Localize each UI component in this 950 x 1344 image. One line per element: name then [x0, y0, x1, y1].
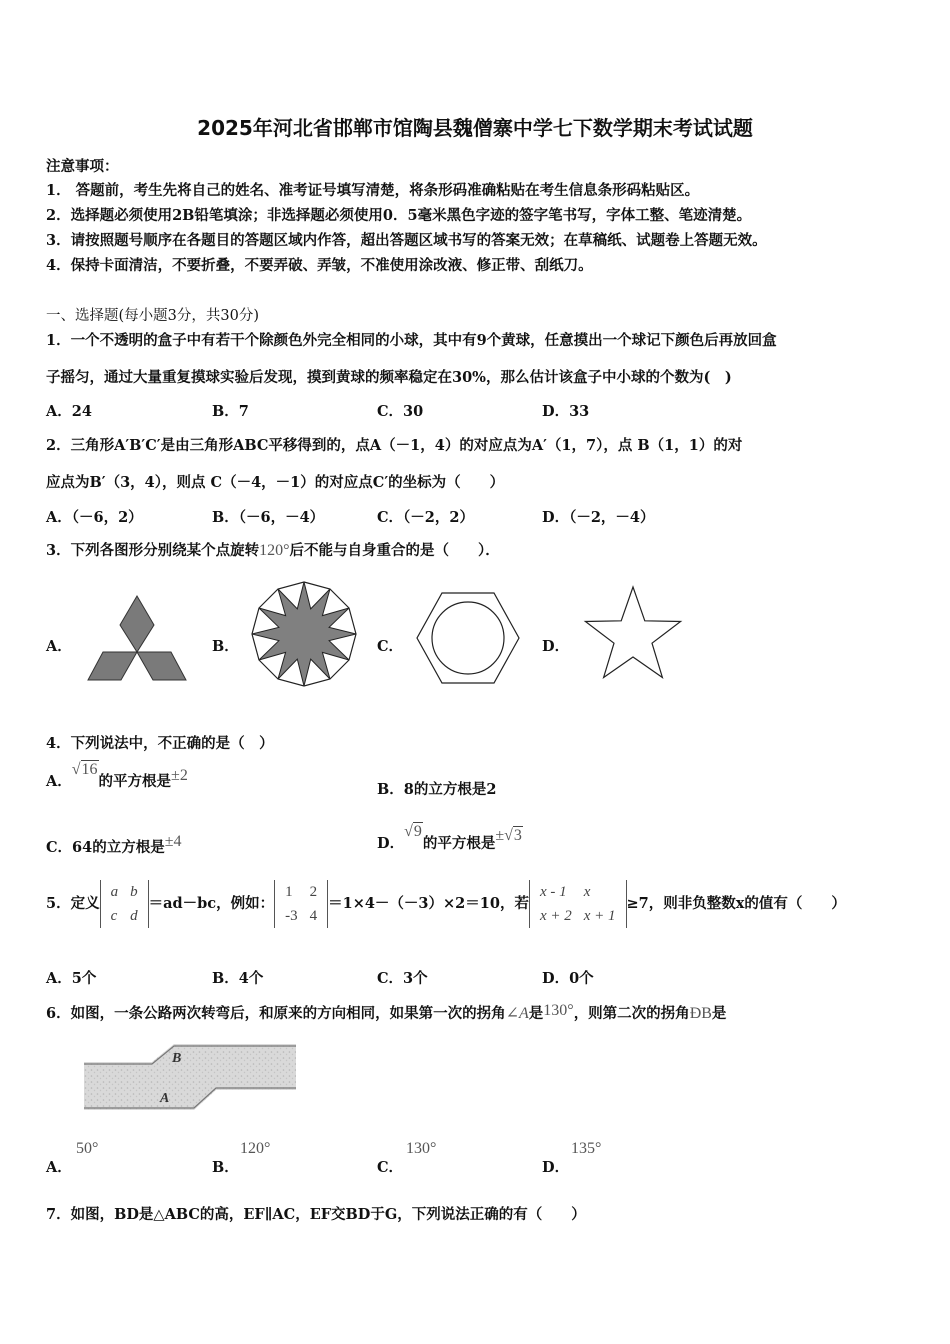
q5-example-determinant — [274, 880, 328, 928]
q5-def-determinant — [100, 880, 149, 928]
q5-example-eq: ＝1×4－（－3）×2＝10，若 — [328, 895, 529, 912]
section-heading: 一、选择题(每小题3分，共30分) — [46, 308, 259, 324]
q5-suffix: ≥7，则非负整数x的值有（ ） — [626, 895, 846, 912]
q4-d-radicand: 9 — [413, 823, 422, 840]
matrix-cell: x + 1 — [583, 908, 616, 924]
matrix-cell: x — [583, 884, 591, 900]
matrix-cell: 2 — [309, 884, 318, 900]
q5-def-eq: ＝ad－bc，例如： — [148, 895, 275, 912]
q6-option-b-value: 120° — [240, 1140, 271, 1157]
q5-option-b: B．4个 — [212, 970, 264, 987]
q3-label-b: B． — [212, 638, 239, 655]
q5-option-d: D．0个 — [542, 970, 594, 987]
q4-d-radicand2: 3 — [513, 827, 522, 844]
matrix-cell: x + 2 — [539, 908, 572, 924]
q3-label-a: A． — [46, 638, 72, 655]
q7-stem: 7．如图，BD是△ABC的高，EF∥AC，EF交BD于G，下列说法正确的有（ ） — [46, 1206, 586, 1223]
q3-text: 3．下列各图形分别绕某个点旋转 — [46, 542, 260, 559]
matrix-cell: 4 — [309, 908, 318, 924]
q6-text-after: ，则第二次的拐角 — [573, 1005, 690, 1022]
notice-heading: 注意事项： — [46, 158, 119, 175]
road-label-a: A — [160, 1091, 170, 1106]
matrix-cell: b — [130, 884, 138, 900]
notice-item: 4．保持卡面清洁，不要折叠，不要弄破、弄皱，不准使用涂改液、修正带、刮纸刀。 — [46, 257, 593, 274]
mitsubishi-figure — [86, 594, 188, 682]
q4-c-text: C．64的立方根是 — [46, 839, 165, 856]
q3-label-c: C． — [377, 638, 404, 655]
q3-angle: 120° — [259, 542, 290, 559]
q5-option-c: C．3个 — [377, 970, 428, 987]
q3-text-after: 后不能与自身重合的是（ ）． — [289, 542, 500, 559]
q2-option-b: B．（－6，－4） — [212, 509, 325, 526]
notice-item: 3．请按照题号顺序在各题目的答题区域内作答，超出答题区域书写的答案无效；在草稿纸、试题卷上答题无效。 — [46, 232, 767, 249]
matrix-cell: d — [130, 908, 138, 924]
matrix-cell: a — [110, 884, 119, 900]
notice-item: 1． 答题前，考生先将自己的姓名、准考证号填写清楚，将条形码准确粘贴在考生信息条形码粘贴区。 — [46, 182, 700, 199]
q4-option-b: B．8的立方根是2 — [377, 781, 497, 798]
matrix-cell: x - 1 — [539, 884, 567, 900]
q6-option-d-value: 135° — [571, 1140, 602, 1157]
q2-option-a: A．（－6，2） — [46, 509, 143, 526]
notice-item: 2．选择题必须使用2B铅笔填涂；非选择题必须使用0．5毫米黑色字迹的签字笔书写，字体工整、笔迹清楚。 — [46, 207, 752, 224]
q1-option-a: A．24 — [46, 403, 92, 420]
q6-angle-a: ∠A — [505, 1005, 529, 1022]
q6-option-c: C． — [377, 1159, 404, 1176]
q6-option-a: A． — [46, 1159, 72, 1176]
q3-label-d: D． — [542, 638, 570, 655]
q6-option-a-value: 50° — [76, 1140, 99, 1157]
q4-a-sqrt: √16 — [71, 761, 98, 778]
q4-a-value: ±2 — [171, 767, 188, 784]
q5-stem — [46, 880, 846, 928]
dodecagon-star-figure — [250, 580, 358, 688]
q1-line2: 子摇匀，通过大量重复摸球实验后发现，摸到黄球的频率稳定在30%，那么估计该盒子中小球的个数为( ) — [46, 369, 732, 386]
q5-condition-determinant — [529, 880, 627, 928]
matrix-cell: c — [110, 908, 118, 924]
q6-angle-b: ÐB — [689, 1005, 712, 1022]
q6-angle-value: 130° — [543, 1002, 574, 1019]
q4-d-sqrt: √9 — [404, 823, 422, 840]
hexagon-circle-figure — [414, 590, 522, 686]
q4-d-text: 的平方根是 — [422, 835, 496, 852]
q2-line1: 2．三角形A′B′C′是由三角形ABC平移得到的，点A（－1，4）的对应点为A′（1，7），点 B（1，1）的对 — [46, 437, 743, 454]
q4-d-pm: ± — [495, 827, 505, 844]
q6-stem — [46, 1002, 726, 1023]
q1-option-c: C．30 — [377, 403, 424, 420]
q4-c-value: ±4 — [164, 833, 182, 850]
road-figure — [84, 1044, 296, 1110]
q5-prefix: 5．定义 — [46, 895, 100, 912]
matrix-cell: 1 — [285, 884, 293, 900]
q6-text-end: 是 — [711, 1005, 727, 1022]
q2-line2: 应点为B′（3，4），则点 C（－4，－1）的对应点C′的坐标为（ ） — [46, 474, 505, 491]
q4-a-text: 的平方根是 — [98, 773, 172, 790]
q4-option-a — [46, 761, 188, 791]
q1-line1: 1．一个不透明的盒子中有若干个除颜色外完全相同的小球，其中有9个黄球，任意摸出一个球记下颜色后再放回盒 — [46, 332, 777, 349]
page-title: 2025年河北省邯郸市馆陶县魏僧寨中学七下数学期末考试试题 — [197, 116, 753, 140]
q3-stem — [46, 539, 500, 560]
q4-a-radicand: 16 — [81, 761, 98, 778]
q4-option-c — [46, 833, 182, 857]
q4-d-value: ±√3 — [495, 827, 522, 844]
road-label-b: B — [172, 1051, 182, 1066]
q5-option-a: A．5个 — [46, 970, 97, 987]
q4-d-label: D． — [377, 835, 405, 852]
q6-text-mid: 是 — [528, 1005, 544, 1022]
q4-stem: 4．下列说法中，不正确的是（ ） — [46, 735, 274, 752]
q6-option-d: D． — [542, 1159, 570, 1176]
q2-option-c: C．（－2，2） — [377, 509, 474, 526]
q4-option-d — [377, 823, 523, 853]
matrix-cell: -3 — [285, 908, 298, 924]
q1-option-d: D．33 — [542, 403, 590, 420]
q4-a-label: A． — [46, 773, 72, 790]
q6-option-b: B． — [212, 1159, 239, 1176]
star-figure — [582, 584, 684, 684]
q1-option-b: B．7 — [212, 403, 249, 420]
q2-option-d: D．（－2，－4） — [542, 509, 655, 526]
q6-text: 6．如图，一条公路两次转弯后，和原来的方向相同，如果第一次的拐角 — [46, 1005, 506, 1022]
q6-option-c-value: 130° — [406, 1140, 437, 1157]
